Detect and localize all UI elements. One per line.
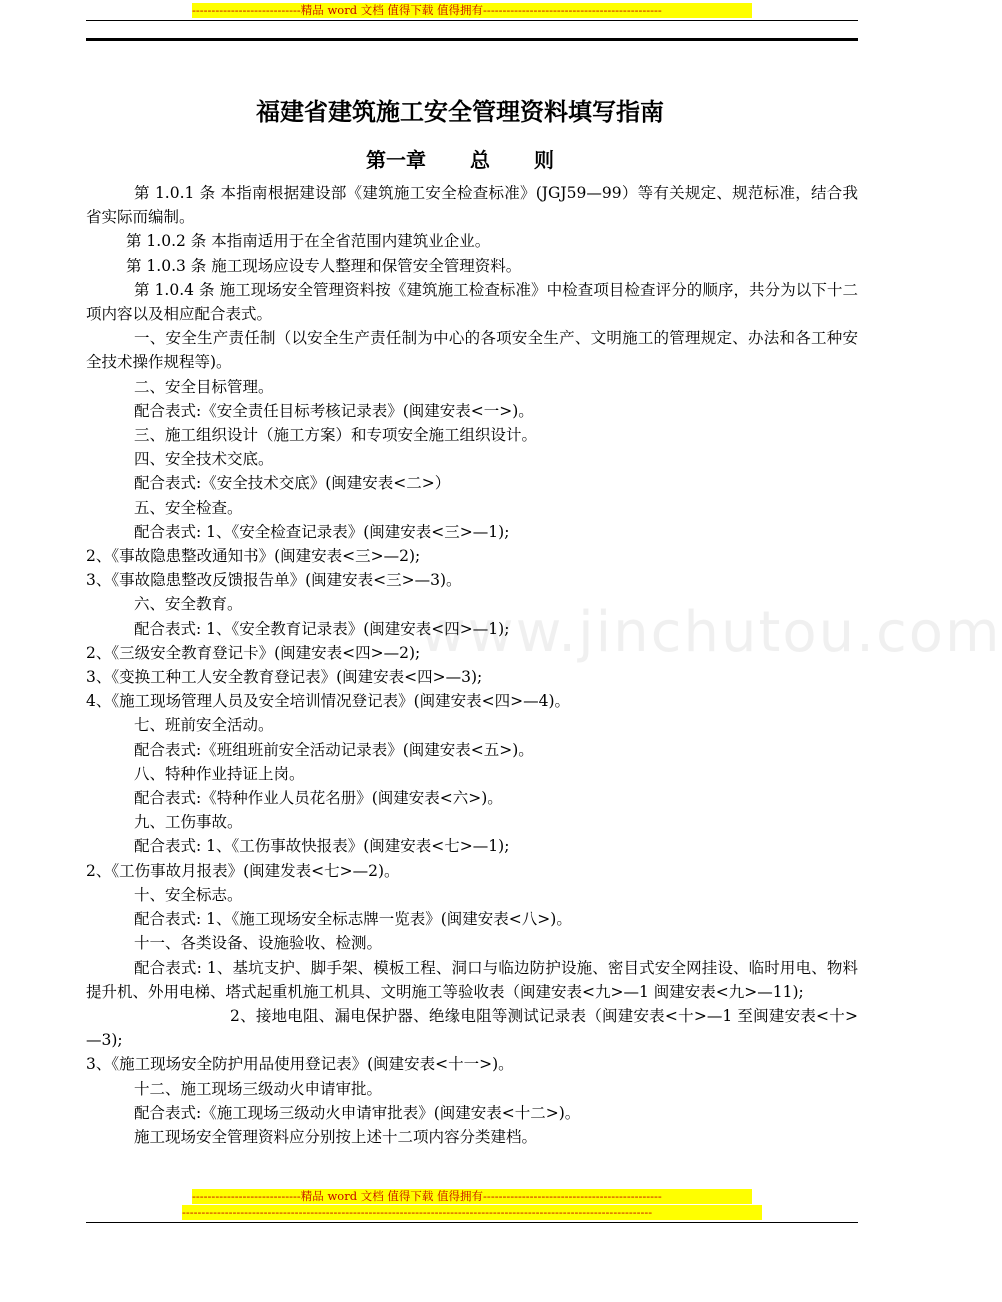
form-item-5-2: 2、《事故隐患整改通知书》(闽建安表<三>—2); <box>86 547 421 566</box>
header-rule-thin <box>86 20 858 21</box>
item-1: 一、安全生产责任制（以安全生产责任制为中心的各项安全生产、文明施工的管理规定、办法和各工种安全技术操作规程等)。 <box>86 329 858 372</box>
form-item-6-1: 配合表式: 1、《安全教育记录表》(闽建安表<四>—1); <box>134 619 510 638</box>
form-item-2: 配合表式:《安全责任目标考核记录表》(闽建安表<一>)。 <box>134 401 534 420</box>
item-8: 八、特种作业持证上岗。 <box>134 764 305 783</box>
form-item-4: 配合表式:《安全技术交底》(闽建安表<二>） <box>134 474 451 493</box>
form-item-12: 配合表式:《施工现场三级动火申请审批表》(闽建安表<十二>)。 <box>134 1103 581 1122</box>
article-1-0-3: 第 1.0.3 条 施工现场应设专人整理和保管安全管理资料。 <box>126 256 522 275</box>
form-item-9-1: 配合表式: 1、《工伤事故快报表》(闽建安表<七>—1); <box>134 837 510 856</box>
article-1-0-2: 第 1.0.2 条 本指南适用于在全省范围内建筑业企业。 <box>126 232 491 251</box>
form-item-11-1: 配合表式: 1、基坑支护、脚手架、模板工程、洞口与临边防护设施、密目式安全网挂设、临时用电、物料提升机、外用电梯、塔式起重机施工机具、文明施工等验收表（闽建安表<九>—1 闽建安表<九>—11); <box>86 958 858 1001</box>
form-item-6-2: 2、《三级安全教育登记卡》(闽建安表<四>—2); <box>86 643 421 662</box>
form-item-5-1: 配合表式: 1、《安全检查记录表》(闽建安表<三>—1); <box>134 522 510 541</box>
watermark: www.jinchutou.com <box>420 600 1002 665</box>
header-banner: ----------------------------精品 word 文档 值得下载 值得拥有---------------------------------------------- <box>192 3 752 18</box>
form-item-8: 配合表式:《特种作业人员花名册》(闽建安表<六>)。 <box>134 789 503 808</box>
item-7: 七、班前安全活动。 <box>134 716 274 735</box>
form-item-9-2: 2、《工伤事故月报表》(闽建发表<七>—2)。 <box>86 861 400 880</box>
chapter-word-1: 总 <box>470 148 490 172</box>
header-rule-thick <box>86 38 858 41</box>
item-4: 四、安全技术交底。 <box>134 450 274 469</box>
item-11: 十一、各类设备、设施验收、检测。 <box>134 934 383 953</box>
item-6: 六、安全教育。 <box>134 595 243 614</box>
article-1-0-4: 第 1.0.4 条 施工现场安全管理资料按《建筑施工检查标准》中检查项目检查评分的顺序，共分为以下十二项内容以及相应配合表式。 <box>86 280 858 324</box>
footer-rule <box>86 1222 858 1223</box>
chapter-number: 第一章 <box>366 148 426 172</box>
item-10: 十、安全标志。 <box>134 885 243 904</box>
item-5: 五、安全检查。 <box>134 498 243 517</box>
form-item-6-4: 4、《施工现场管理人员及安全培训情况登记表》(闽建安表<四>—4)。 <box>86 692 571 711</box>
form-item-7: 配合表式:《班组班前安全活动记录表》(闽建安表<五>)。 <box>134 740 534 759</box>
document-title: 福建省建筑施工安全管理资料填写指南 <box>256 98 664 126</box>
item-2: 二、安全目标管理。 <box>134 377 274 396</box>
form-item-6-3: 3、《变换工种工人安全教育登记表》(闽建安表<四>—3); <box>86 668 483 687</box>
item-9: 九、工伤事故。 <box>134 813 243 832</box>
form-item-5-3: 3、《事故隐患整改反馈报告单》(闽建安表<三>—3)。 <box>86 571 462 590</box>
footer-banner: ----------------------------精品 word 文档 值得下载 值得拥有---------------------------------------------- <box>192 1189 752 1204</box>
footer-banner-dashes: ------------------------------------------------------------------------------------------------------------------------- <box>182 1205 762 1220</box>
form-item-11-3: 3、《施工现场安全防护用品使用登记表》(闽建安表<十一>)。 <box>86 1055 514 1074</box>
chapter-word-2: 则 <box>534 148 554 172</box>
item-12: 十二、施工现场三级动火申请审批。 <box>134 1079 383 1098</box>
document-body <box>86 181 858 1149</box>
chapter-heading <box>0 146 920 174</box>
item-3: 三、施工组织设计（施工方案）和专项安全施工组织设计。 <box>134 426 538 445</box>
form-item-10: 配合表式: 1、《施工现场安全标志牌一览表》(闽建安表<八>)。 <box>134 910 572 929</box>
form-item-11-2: 2、接地电阻、漏电保护器、绝缘电阻等测试记录表（闽建安表<十>—1 至闽建安表<十>—3); <box>86 1006 858 1050</box>
article-1-0-1: 第 1.0.1 条 本指南根据建设部《建筑施工安全检查标准》(JGJ59—99）等有关规定、规范标准，结合我省实际而编制。 <box>86 184 858 227</box>
closing-note: 施工现场安全管理资料应分别按上述十二项内容分类建档。 <box>134 1127 538 1146</box>
